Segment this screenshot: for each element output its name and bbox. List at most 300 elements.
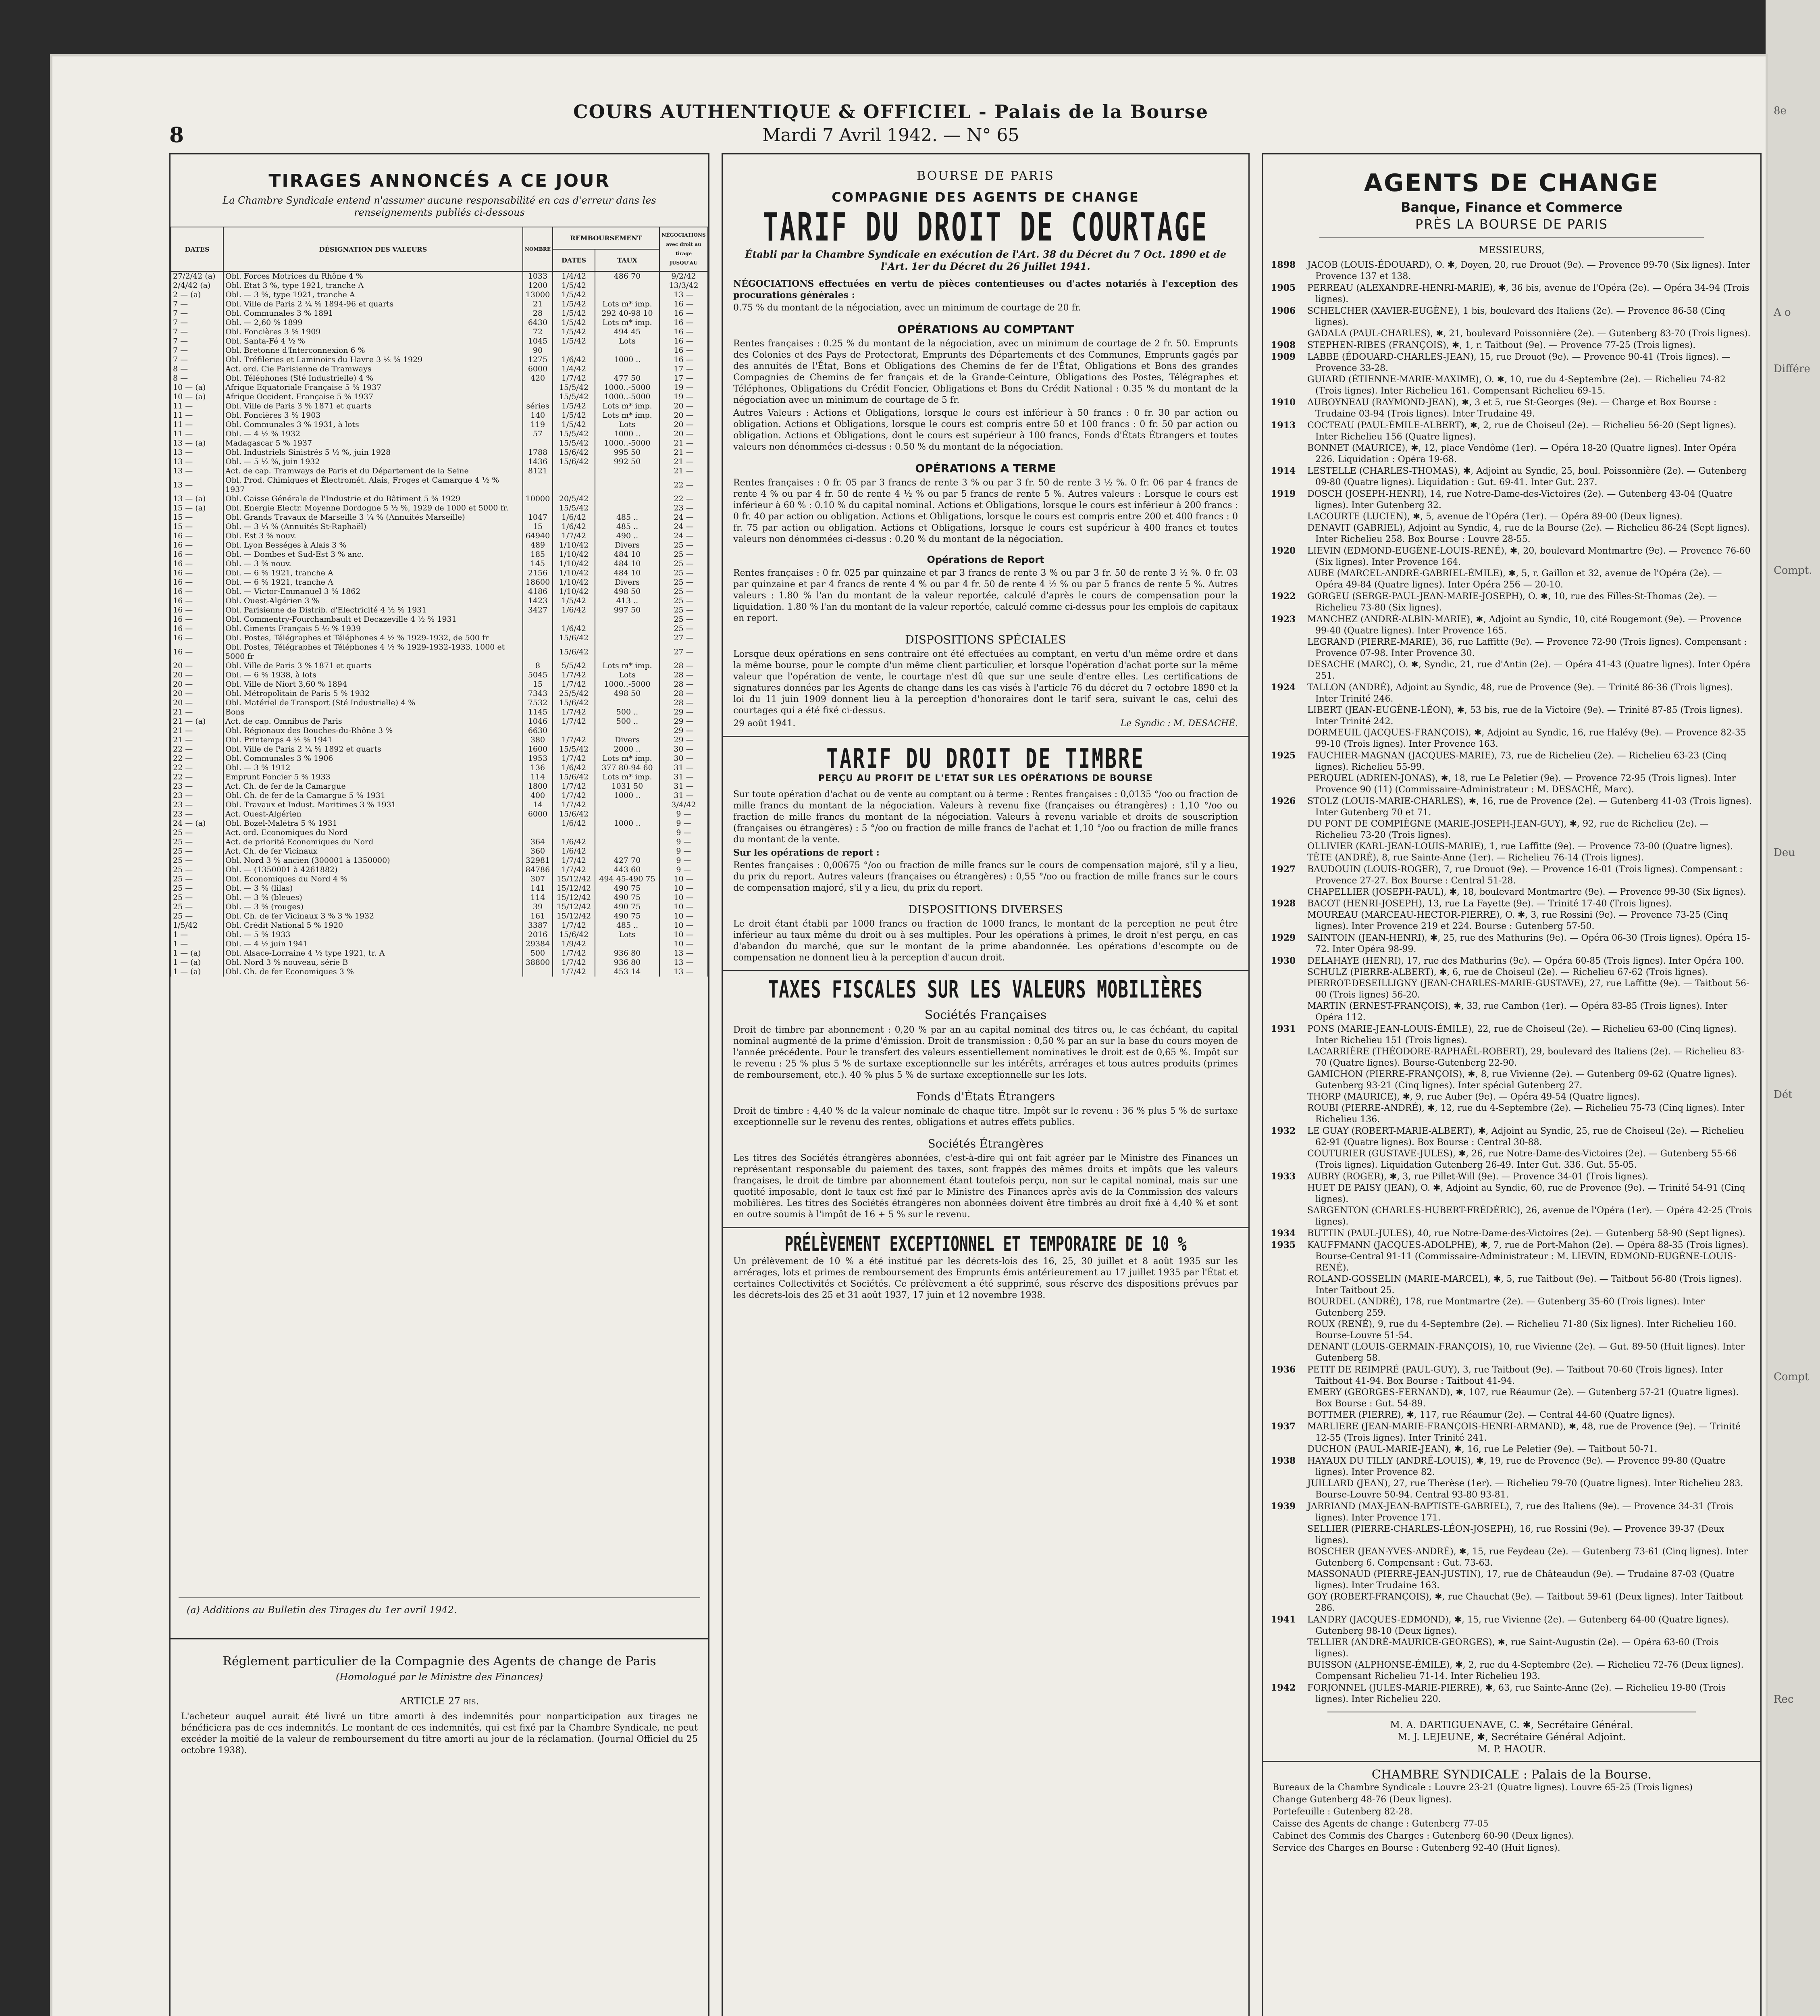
- table-cell: 15 —: [171, 522, 223, 531]
- agent-entry: STEPHEN-RIBES (FRANÇOIS), ✱, 1, r. Taitbout (9e). — Provence 77-25 (Trois lignes).: [1307, 340, 1696, 350]
- table-cell: 16 —: [171, 569, 223, 578]
- table-cell: 292 40-98 10: [595, 309, 659, 318]
- table-cell: Obl. Caisse Générale de l'Industrie et du Bâtiment 5 % 1929: [223, 494, 523, 504]
- table-cell: 22 —: [171, 773, 223, 782]
- list-item: [1271, 397, 1752, 420]
- table-cell: 23 —: [171, 782, 223, 791]
- table-cell: Obl. Tréfileries et Laminoirs du Havre 3 ½ % 1929: [223, 355, 523, 364]
- table-row: [171, 884, 708, 893]
- list-item: [1307, 1524, 1752, 1546]
- table-cell: 1/7/42: [553, 680, 595, 689]
- table-cell: 490 75: [595, 884, 659, 893]
- agent-entry: HUET DE PAISY (JEAN), O. ✱, Adjoint au Syndic, 60, rue de Provence (9e). — Trinité 54-91 (Cinq lignes).: [1307, 1183, 1745, 1204]
- agent-year: 1942: [1271, 1683, 1296, 1693]
- list-item: [1307, 978, 1752, 1001]
- list-item: [1307, 659, 1752, 682]
- negociations-text: NÉGOCIATIONS effectuées en vertu de pièces contentieuses ou d'actes notariés à l'exception des procurations générales :: [733, 279, 1238, 300]
- table-row: [171, 522, 708, 531]
- table-row: [171, 346, 708, 355]
- table-cell: 15/5/42: [553, 504, 595, 513]
- agents-sub2: PRÈS LA BOURSE DE PARIS: [1415, 217, 1608, 232]
- table-cell: Lots: [595, 337, 659, 346]
- table-cell: 17 —: [659, 374, 708, 383]
- list-item: [1307, 568, 1752, 591]
- col-remboursement: REMBOURSEMENT: [553, 227, 659, 249]
- table-cell: [553, 828, 595, 837]
- table-cell: Lots m* imp.: [595, 773, 659, 782]
- table-cell: Obl. Ch. de fer Economiques 3 %: [223, 967, 523, 977]
- table-cell: 3387: [523, 921, 553, 930]
- table-row: [171, 309, 708, 318]
- table-cell: 9 —: [659, 819, 708, 828]
- table-cell: Obl. Ville de Paris 3 % 1871 et quarts: [223, 402, 523, 411]
- table-cell: 21 —: [659, 439, 708, 448]
- table-cell: 7 —: [171, 327, 223, 337]
- table-cell: 360: [523, 847, 553, 856]
- table-cell: Obl. Etat 3 %, type 1921, tranche A: [223, 281, 523, 290]
- table-cell: Divers: [595, 578, 659, 587]
- agent-year: 1927: [1271, 864, 1296, 875]
- table-cell: 15 —: [171, 513, 223, 522]
- agent-entry: DELAHAYE (HENRI), 17, rue des Mathurins (9e). — Opéra 60-85 (Trois lignes). Inter Opéra 100.: [1307, 956, 1744, 966]
- list-item: [1307, 1148, 1752, 1171]
- agent-year: 1910: [1271, 397, 1296, 408]
- agent-entry: DOSCH (JOSEPH-HENRI), 14, rue Notre-Dame-des-Victoires (2e). — Gutenberg 43-04 (Quatre lignes). Inter Gutenberg 32.: [1307, 489, 1733, 510]
- table-cell: 486 70: [595, 271, 659, 281]
- table-row: [171, 364, 708, 374]
- table-cell: [595, 698, 659, 708]
- chambre-title: CHAMBRE SYNDICALE : Palais de la Bourse.: [1371, 1768, 1652, 1782]
- list-item: [1307, 1410, 1752, 1421]
- compagnie-label: COMPAGNIE DES AGENTS DE CHANGE: [832, 190, 1140, 205]
- agent-year: 1923: [1271, 614, 1296, 625]
- edge-text: Rec: [1774, 1693, 1794, 1706]
- table-cell: 25 —: [659, 587, 708, 596]
- courtage-subtitle: Établi par la Chambre Syndicale en exécution de l'Art. 38 du Décret du 7 Oct. 1890 et de l'Art. 1er du Décret du 26 Juillet 1941.: [745, 248, 1226, 272]
- agent-year: 1919: [1271, 489, 1296, 499]
- table-cell: Afrique Occident. Française 5 % 1937: [223, 392, 523, 402]
- agent-entry: LIEVIN (EDMOND-EUGÈNE-LOUIS-RENÉ), ✱, 20, boulevard Montmartre (9e). — Provence 76-60 (Six lignes). Inter Provence 164.: [1307, 546, 1751, 567]
- table-row: [171, 429, 708, 439]
- agent-entry: LACOURTE (LUCIEN), ✱, 5, avenue de l'Opéra (1er). — Opéra 89-00 (Deux lignes).: [1307, 512, 1683, 522]
- table-cell: 23 —: [659, 504, 708, 513]
- table-row: [171, 559, 708, 569]
- table-cell: 15: [523, 522, 553, 531]
- table-cell: 490 75: [595, 912, 659, 921]
- table-cell: séries: [523, 402, 553, 411]
- table-cell: Obl. Printemps 4 ½ % 1941: [223, 735, 523, 745]
- edge-text: A o: [1774, 306, 1791, 319]
- table-cell: 185: [523, 550, 553, 559]
- agent-entry: GADALA (PAUL-CHARLES), ✱, 21, boulevard Poissonnière (2e). — Gutenberg 83-70 (Trois lignes).: [1307, 329, 1751, 339]
- list-item: [1307, 511, 1752, 523]
- table-cell: 1000 ..: [595, 429, 659, 439]
- table-cell: 9 —: [659, 837, 708, 847]
- table-cell: 5045: [523, 671, 553, 680]
- table-row: [171, 513, 708, 522]
- table-cell: [523, 476, 553, 494]
- table-cell: 1031 50: [595, 782, 659, 791]
- table-cell: 1000..-5000: [595, 680, 659, 689]
- table-cell: Obl. Ville de Niort 3,60 % 1894: [223, 680, 523, 689]
- table-cell: 364: [523, 837, 553, 847]
- table-cell: 1/7/42: [553, 531, 595, 541]
- table-cell: 27 —: [659, 643, 708, 661]
- table-cell: 28: [523, 309, 553, 318]
- table-cell: 161: [523, 912, 553, 921]
- table-cell: 500 ..: [595, 708, 659, 717]
- table-cell: Obl. — 6 % 1921, tranche A: [223, 569, 523, 578]
- table-row: [171, 847, 708, 856]
- table-cell: 16 —: [659, 327, 708, 337]
- table-cell: 15/5/42: [553, 383, 595, 392]
- table-cell: 15/6/42: [553, 643, 595, 661]
- header-date: Mardi 7 Avril 1942. — N° 65: [762, 125, 1019, 146]
- agent-entry: GOY (ROBERT-FRANÇOIS), ✱, rue Chauchat (9e). — Taitbout 59-61 (Deux lignes). Inter Taitbout 286.: [1307, 1592, 1743, 1613]
- soc-francaises-text: Droit de timbre par abonnement : 0,20 % par an au capital nominal des titres ou, le cas échéant, du capital nominal augmenté de la prime d'émission. Droit de transmission : 0,50 % par an sur la base du cours moyen de l'année précédente. Pour le transfert des valeurs essentiellement nominatives le droit est de 0,65 %. Impôt sur le revenu : 25 % plus 5 % de surtaxe exceptionnelle sur les intérêts, arrérages et tous autres produits (primes de remboursement, etc.). 40 % plus 5 % de surtaxe exceptionnelle sur les lots.: [733, 1025, 1238, 1080]
- table-cell: 490 75: [595, 893, 659, 902]
- table-row: [171, 374, 708, 383]
- table-cell: Obl. Ch. de fer de la Camargue 5 % 1931: [223, 791, 523, 800]
- table-row: [171, 745, 708, 754]
- table-cell: [553, 476, 595, 494]
- edge-text: Deu: [1774, 847, 1795, 859]
- timbre-subtitle: PERÇU AU PROFIT DE L'ETAT SUR LES OPÉRATIONS DE BOURSE: [818, 773, 1153, 783]
- table-cell: 1/10/42: [553, 578, 595, 587]
- table-cell: [595, 810, 659, 819]
- table-row: [171, 300, 708, 309]
- agent-entry: LEGRAND (PIERRE-MARIE), 36, rue Laffitte (9e). — Provence 72-90 (Trois lignes). Compensant : Provence 07-98. Inter Provence 30.: [1307, 637, 1747, 658]
- table-cell: Obl. Nord 3 % ancien (300001 à 1350000): [223, 856, 523, 865]
- table-cell: Bons: [223, 708, 523, 717]
- table-cell: 15/6/42: [553, 457, 595, 467]
- table-cell: 31 —: [659, 782, 708, 791]
- chambre-line: Bureaux de la Chambre Syndicale : Louvre 23-21 (Quatre lignes). Louvre 65-25 (Trois lignes): [1273, 1783, 1693, 1793]
- article-label: ARTICLE 27 bis.: [399, 1695, 479, 1707]
- fonds-heading: Fonds d'États Étrangers: [916, 1090, 1055, 1103]
- table-cell: 13 —: [659, 290, 708, 300]
- table-cell: 1/7/42: [553, 754, 595, 763]
- report-text: Rentes françaises : 0 fr. 025 par quinzaine et par 3 francs de rente 3 % ou par 3 fr. 50 de rente 3 ½ %. 0 fr. 03 par quinzaine et par 4 francs de rente 4 % ou par 4 fr. 50 de rente 4 ½ % ou par 5 francs de rente 5 %. Autres valeurs : 1.80 % l'an du montant de la valeur reportée, calculé d'après le cours de compensation pour la liquidation. 1.80 % l'an du montant de la valeur reportée, calculé comme ci-dessus pour les emplois de capitaux en report.: [733, 568, 1238, 623]
- table-cell: 25 —: [171, 837, 223, 847]
- list-item: [1307, 1444, 1752, 1455]
- table-cell: 25 —: [171, 847, 223, 856]
- table-cell: 1/9/42: [553, 939, 595, 949]
- table-cell: Obl. Crédit National 5 % 1920: [223, 921, 523, 930]
- table-cell: Act. Ch. de fer Vicinaux: [223, 847, 523, 856]
- bourse-label: BOURSE DE PARIS: [917, 169, 1055, 183]
- table-cell: Lots: [595, 930, 659, 939]
- table-cell: 25 —: [659, 606, 708, 615]
- table-cell: 1/6/42: [553, 513, 595, 522]
- table-cell: 1/7/42: [553, 735, 595, 745]
- table-cell: 2000 ..: [595, 745, 659, 754]
- table-cell: 1046: [523, 717, 553, 726]
- table-cell: 1/7/42: [553, 717, 595, 726]
- list-item: [1271, 1023, 1752, 1046]
- agent-entry: AUBRY (ROGER), ✱, 3, rue Pillet-Will (9e). — Provence 34-01 (Trois lignes).: [1307, 1172, 1649, 1182]
- table-row: [171, 837, 708, 847]
- agent-entry: FORJONNEL (JULES-MARIE-PIERRE), ✱, 63, rue Sainte-Anne (2e). — Richelieu 19-80 (Trois lignes). Inter Richelieu 220.: [1307, 1683, 1726, 1704]
- table-cell: Obl. Foncières 3 % 1903: [223, 411, 523, 420]
- table-cell: 8 —: [171, 374, 223, 383]
- agent-year: 1898: [1271, 260, 1296, 270]
- agent-entry: TALLON (ANDRÉ), Adjoint au Syndic, 48, rue de Provence (9e). — Trinité 86-36 (Trois lignes). Inter Trinité 246.: [1307, 683, 1733, 704]
- table-cell: Act. Ouest-Algérien: [223, 810, 523, 819]
- table-cell: 31 —: [659, 791, 708, 800]
- table-cell: 29 —: [659, 735, 708, 745]
- messieurs-label: MESSIEURS,: [1479, 244, 1545, 256]
- list-item: [1307, 1478, 1752, 1501]
- agent-entry: PONS (MARIE-JEAN-LOUIS-ÉMILE), 22, rue de Choiseul (2e). — Richelieu 63-00 (Cinq lignes). Inter Richelieu 151 (Trois lignes).: [1307, 1024, 1737, 1045]
- table-row: [171, 810, 708, 819]
- agent-entry: DORMEUIL (JACQUES-FRANÇOIS), ✱, Adjoint au Syndic, 16, rue Halévy (9e). — Provence 82-35 99-10 (Trois lignes). Inter Provence 163.: [1307, 728, 1746, 749]
- agent-entry: MANCHEZ (ANDRÉ-ALBIN-MARIE), ✱, Adjoint au Syndic, 10, cité Rougemont (9e). — Provence 99-40 (Quatre lignes). Inter Provence 165.: [1307, 614, 1742, 636]
- table-cell: 1/5/42: [553, 290, 595, 300]
- table-cell: 307: [523, 875, 553, 884]
- table-cell: 16 —: [171, 643, 223, 661]
- list-item: [1307, 523, 1752, 545]
- table-cell: 57: [523, 429, 553, 439]
- agent-year: 1936: [1271, 1364, 1296, 1375]
- table-cell: Lots m* imp.: [595, 402, 659, 411]
- table-cell: 25 —: [659, 559, 708, 569]
- table-cell: Act. de priorité Economiques du Nord: [223, 837, 523, 847]
- table-cell: 16 —: [171, 541, 223, 550]
- table-cell: Obl. Foncières 3 % 1909: [223, 327, 523, 337]
- table-row: [171, 337, 708, 346]
- table-row: [171, 930, 708, 939]
- list-item: [1271, 898, 1752, 910]
- table-cell: 1/5/42: [553, 300, 595, 309]
- table-cell: 20 —: [171, 661, 223, 671]
- agent-entry: THORP (MAURICE), ✱, 9, rue Auber (9e). — Opéra 49-54 (Quatre lignes).: [1307, 1092, 1640, 1102]
- table-cell: 13 —: [659, 967, 708, 977]
- table-cell: 28 —: [659, 680, 708, 689]
- table-cell: 145: [523, 559, 553, 569]
- table-cell: 15/12/42: [553, 912, 595, 921]
- table-cell: [595, 847, 659, 856]
- soc-francaises-heading: Sociétés Françaises: [924, 1008, 1047, 1022]
- col-designation: DÉSIGNATION DES VALEURS: [223, 227, 523, 271]
- table-cell: 24 — (a): [171, 819, 223, 828]
- agent-entry: TÊTE (ANDRÉ), 8, rue Sainte-Anne (1er). — Richelieu 76-14 (Trois lignes).: [1307, 853, 1644, 863]
- table-cell: 13 —: [659, 958, 708, 967]
- table-row: [171, 606, 708, 615]
- table-row: [171, 541, 708, 550]
- table-row: [171, 624, 708, 633]
- table-cell: Divers: [595, 735, 659, 745]
- table-cell: 13 —: [171, 467, 223, 476]
- table-cell: 29 —: [659, 726, 708, 735]
- table-cell: 8 —: [171, 364, 223, 374]
- table-cell: Obl. Nord 3 % nouveau, série B: [223, 958, 523, 967]
- table-cell: 25 —: [659, 615, 708, 624]
- staff-line: M. J. LEJEUNE, ✱, Secrétaire Général Adjoint.: [1397, 1731, 1626, 1743]
- list-item: [1307, 328, 1752, 339]
- table-cell: 25 —: [659, 550, 708, 559]
- table-cell: Obl. Industriels Sinistrés 5 ½ %, juin 1928: [223, 448, 523, 457]
- table-cell: 1/10/42: [553, 587, 595, 596]
- table-cell: Obl. — Victor-Emmanuel 3 % 1862: [223, 587, 523, 596]
- agent-entry: EMERY (GEORGES-FERNAND), ✱, 107, rue Réaumur (2e). — Gutenberg 57-21 (Quatre lignes). Box Bourse : Gut. 54-89.: [1307, 1387, 1739, 1409]
- table-cell: 16 —: [171, 531, 223, 541]
- table-cell: Obl. Régionaux des Bouches-du-Rhône 3 %: [223, 726, 523, 735]
- table-cell: 25/5/42: [553, 689, 595, 698]
- agent-entry: LE GUAY (ROBERT-MARIE-ALBERT), ✱, Adjoint au Syndic, 25, rue de Choiseul (2e). — Richelieu 62-91 (Quatre lignes). Box Bourse : Central 30-88.: [1307, 1126, 1744, 1148]
- col-nombre: NOMBRE: [523, 227, 553, 271]
- list-item: [1271, 1682, 1752, 1705]
- table-cell: 15/6/42: [553, 633, 595, 643]
- table-cell: 9 —: [659, 856, 708, 865]
- table-cell: 22 —: [659, 476, 708, 494]
- table-cell: 19 —: [659, 383, 708, 392]
- table-cell: 16 —: [171, 559, 223, 569]
- table-row: [171, 457, 708, 467]
- table-cell: 9 —: [659, 828, 708, 837]
- negociations-rate: 0.75 % du montant de la négociation, avec un minimum de courtage de 20 fr.: [733, 303, 1081, 313]
- agent-entry: SARGENTON (CHARLES-HUBERT-FRÉDÉRIC), 26, avenue de l'Opéra (1er). — Opéra 42-25 (Trois lignes).: [1307, 1206, 1752, 1227]
- table-row: [171, 828, 708, 837]
- agent-year: 1931: [1271, 1024, 1296, 1034]
- table-cell: Lots m* imp.: [595, 300, 659, 309]
- table-cell: [553, 346, 595, 355]
- agent-year: 1934: [1271, 1228, 1296, 1239]
- table-cell: 1033: [523, 271, 553, 281]
- table-cell: Obl. Communales 3 % 1906: [223, 754, 523, 763]
- list-item: [1307, 910, 1752, 932]
- agent-entry: MARTIN (ERNEST-FRANÇOIS), ✱, 33, rue Cambon (1er). — Opéra 83-85 (Trois lignes). Inter Opéra 112.: [1307, 1001, 1728, 1023]
- table-cell: [523, 643, 553, 661]
- table-cell: [595, 615, 659, 624]
- table-cell: 24 —: [659, 531, 708, 541]
- list-item: [1271, 1171, 1752, 1183]
- table-cell: Obl. — 4 ½ juin 1941: [223, 939, 523, 949]
- list-item: [1307, 1103, 1752, 1125]
- col-remb-taux: TAUX: [595, 249, 659, 271]
- list-item: [1271, 955, 1752, 967]
- table-cell: 24 —: [659, 522, 708, 531]
- table-cell: [595, 346, 659, 355]
- agent-entry: ROLAND-GOSSELIN (MARIE-MARCEL), ✱, 5, rue Taitbout (9e). — Taitbout 56-80 (Trois lignes). Inter Taitbout 25.: [1307, 1274, 1742, 1295]
- col-remb-dates: DATES: [553, 249, 595, 271]
- agent-entry: PERQUEL (ADRIEN-JONAS), ✱, 18, rue Le Peletier (9e). — Provence 72-95 (Trois lignes). Inter Provence 90 (11) (Commissaire-Administrateur : M. DESACHÉ, Marc).: [1307, 773, 1736, 795]
- table-cell: Obl. — 4 ½ % 1932: [223, 429, 523, 439]
- table-row: [171, 949, 708, 958]
- list-item: [1271, 282, 1752, 305]
- comptant-heading: OPÉRATIONS AU COMPTANT: [897, 323, 1074, 336]
- table-cell: Obl. Ch. de fer Vicinaux 3 % 3 % 1932: [223, 912, 523, 921]
- table-cell: 7 —: [171, 300, 223, 309]
- table-cell: 1 —: [171, 939, 223, 949]
- table-cell: [595, 643, 659, 661]
- agent-year: 1920: [1271, 546, 1296, 556]
- table-cell: 25 —: [171, 902, 223, 912]
- table-cell: 21 —: [171, 726, 223, 735]
- table-cell: Obl. Alsace-Lorraine 4 ½ type 1921, tr. A: [223, 949, 523, 958]
- list-item: [1307, 1319, 1752, 1341]
- table-cell: 10 —: [659, 884, 708, 893]
- table-cell: Act. ord. Cie Parisienne de Tramways: [223, 364, 523, 374]
- table-cell: [595, 290, 659, 300]
- table-row: [171, 327, 708, 337]
- table-cell: 136: [523, 763, 553, 773]
- agent-entry: BOTTMER (PIERRE), ✱, 117, rue Réaumur (2e). — Central 44-60 (Quatre lignes).: [1307, 1410, 1675, 1420]
- table-row: [171, 531, 708, 541]
- table-cell: 14: [523, 800, 553, 810]
- table-row: [171, 800, 708, 810]
- table-cell: 453 14: [595, 967, 659, 977]
- agent-entry: ROUX (RENÉ), 9, rue du 4-Septembre (2e). — Richelieu 71-80 (Six lignes). Inter Richelieu 160. Bourse-Louvre 51-54.: [1307, 1319, 1737, 1341]
- agent-entry: LIBERT (JEAN-EUGÈNE-LÉON), ✱, 53 bis, rue de la Victoire (9e). — Trinité 87-85 (Trois lignes). Inter Trinité 242.: [1307, 705, 1743, 727]
- table-cell: 10 — (a): [171, 383, 223, 392]
- reglement-title: Réglement particulier de la Compagnie des Agents de change de Paris: [223, 1654, 656, 1668]
- table-cell: 28 —: [659, 661, 708, 671]
- chambre-line: Change Gutenberg 48-76 (Deux lignes).: [1273, 1795, 1452, 1805]
- list-item: [1307, 1569, 1752, 1591]
- dispositions-heading: DISPOSITIONS SPÉCIALES: [905, 633, 1066, 646]
- table-cell: 25 —: [659, 624, 708, 633]
- table-cell: [553, 726, 595, 735]
- soc-etrangeres-heading: Sociétés Étrangères: [928, 1137, 1044, 1150]
- table-cell: 5/5/42: [553, 661, 595, 671]
- table-cell: 17 —: [659, 364, 708, 374]
- table-cell: 1/5/42: [553, 327, 595, 337]
- agent-year: 1939: [1271, 1501, 1296, 1512]
- prelevement-text: Un prélèvement de 10 % a été institué par les décrets-lois des 16, 25, 30 juillet et 8 août 1935 sur les arrérages, lots et primes de remboursement des Emprunts émis antérieurement au 17 juillet 1935 par l'État et certaines Collectivités et Sociétés. Ce prélèvement a été supprimé, sous réserve des dispositions prévues par les décrets-lois des 25 et 31 août 1937, 17 juin et 12 novembre 1938.: [733, 1256, 1238, 1300]
- table-cell: 15/5/42: [553, 429, 595, 439]
- list-item: [1271, 796, 1752, 818]
- table-cell: [595, 467, 659, 476]
- table-row: [171, 633, 708, 643]
- list-item: [1307, 1660, 1752, 1682]
- table-cell: Obl. Santa-Fé 4 ½ %: [223, 337, 523, 346]
- table-cell: 489: [523, 541, 553, 550]
- table-cell: 1000..-5000: [595, 383, 659, 392]
- agent-entry: LESTELLE (CHARLES-THOMAS), ✱, Adjoint au Syndic, 25, boul. Poissonnière (2e). — Gutenberg 09-80 (Quatre lignes). Liquidation : Gut. 69-41. Inter Gut. 237.: [1307, 466, 1747, 487]
- table-row: [171, 717, 708, 726]
- table-row: [171, 680, 708, 689]
- table-cell: 25 —: [171, 884, 223, 893]
- table-cell: 10 —: [659, 930, 708, 939]
- table-cell: 1/5/42: [553, 402, 595, 411]
- table-cell: 1/10/42: [553, 550, 595, 559]
- table-cell: 15/12/42: [553, 902, 595, 912]
- table-cell: Obl. — 3 % 1912: [223, 763, 523, 773]
- table-cell: 72: [523, 327, 553, 337]
- agent-entry: SAINTOIN (JEAN-HENRI), ✱, 25, rue des Mathurins (9e). — Opéra 06-30 (Trois lignes). Opéra 15-72. Inter Opéra 98-99.: [1307, 933, 1750, 954]
- table-cell: Lots: [595, 420, 659, 429]
- table-cell: 997 50: [595, 606, 659, 615]
- agent-entry: MARLIERE (JEAN-MARIE-FRANÇOIS-HENRI-ARMAND), ✱, 48, rue de Provence (9e). — Trinité 12-55 (Trois lignes). Inter Trinité 241.: [1307, 1422, 1741, 1443]
- list-item: [1271, 259, 1752, 282]
- table-cell: [523, 439, 553, 448]
- table-cell: [595, 494, 659, 504]
- table-cell: Obl. Postes, Télégraphes et Téléphones 4 ½ % 1929-1932-1933, 1000 et 5000 fr: [223, 643, 523, 661]
- table-cell: 1/6/42: [553, 763, 595, 773]
- chambre-list: [1263, 1782, 1760, 1854]
- agent-entry: CHAPELLIER (JOSEPH-PAUL), ✱, 18, boulevard Montmartre (9e). — Provence 99-30 (Six lignes).: [1307, 887, 1746, 897]
- table-cell: 15/6/42: [553, 448, 595, 457]
- list-item: [1307, 1296, 1752, 1319]
- agents-title: AGENTS DE CHANGE: [1364, 169, 1660, 197]
- agent-entry: LABBE (ÉDOUARD-CHARLES-JEAN), 15, rue Drouot (9e). — Provence 90-41 (Trois lignes). — Provence 33-28.: [1307, 352, 1731, 373]
- list-item: [1307, 1274, 1752, 1296]
- table-cell: 20 —: [171, 698, 223, 708]
- table-cell: 1/5/42: [553, 411, 595, 420]
- table-cell: Obl. — 3 % (rouges): [223, 902, 523, 912]
- table-cell: 1953: [523, 754, 553, 763]
